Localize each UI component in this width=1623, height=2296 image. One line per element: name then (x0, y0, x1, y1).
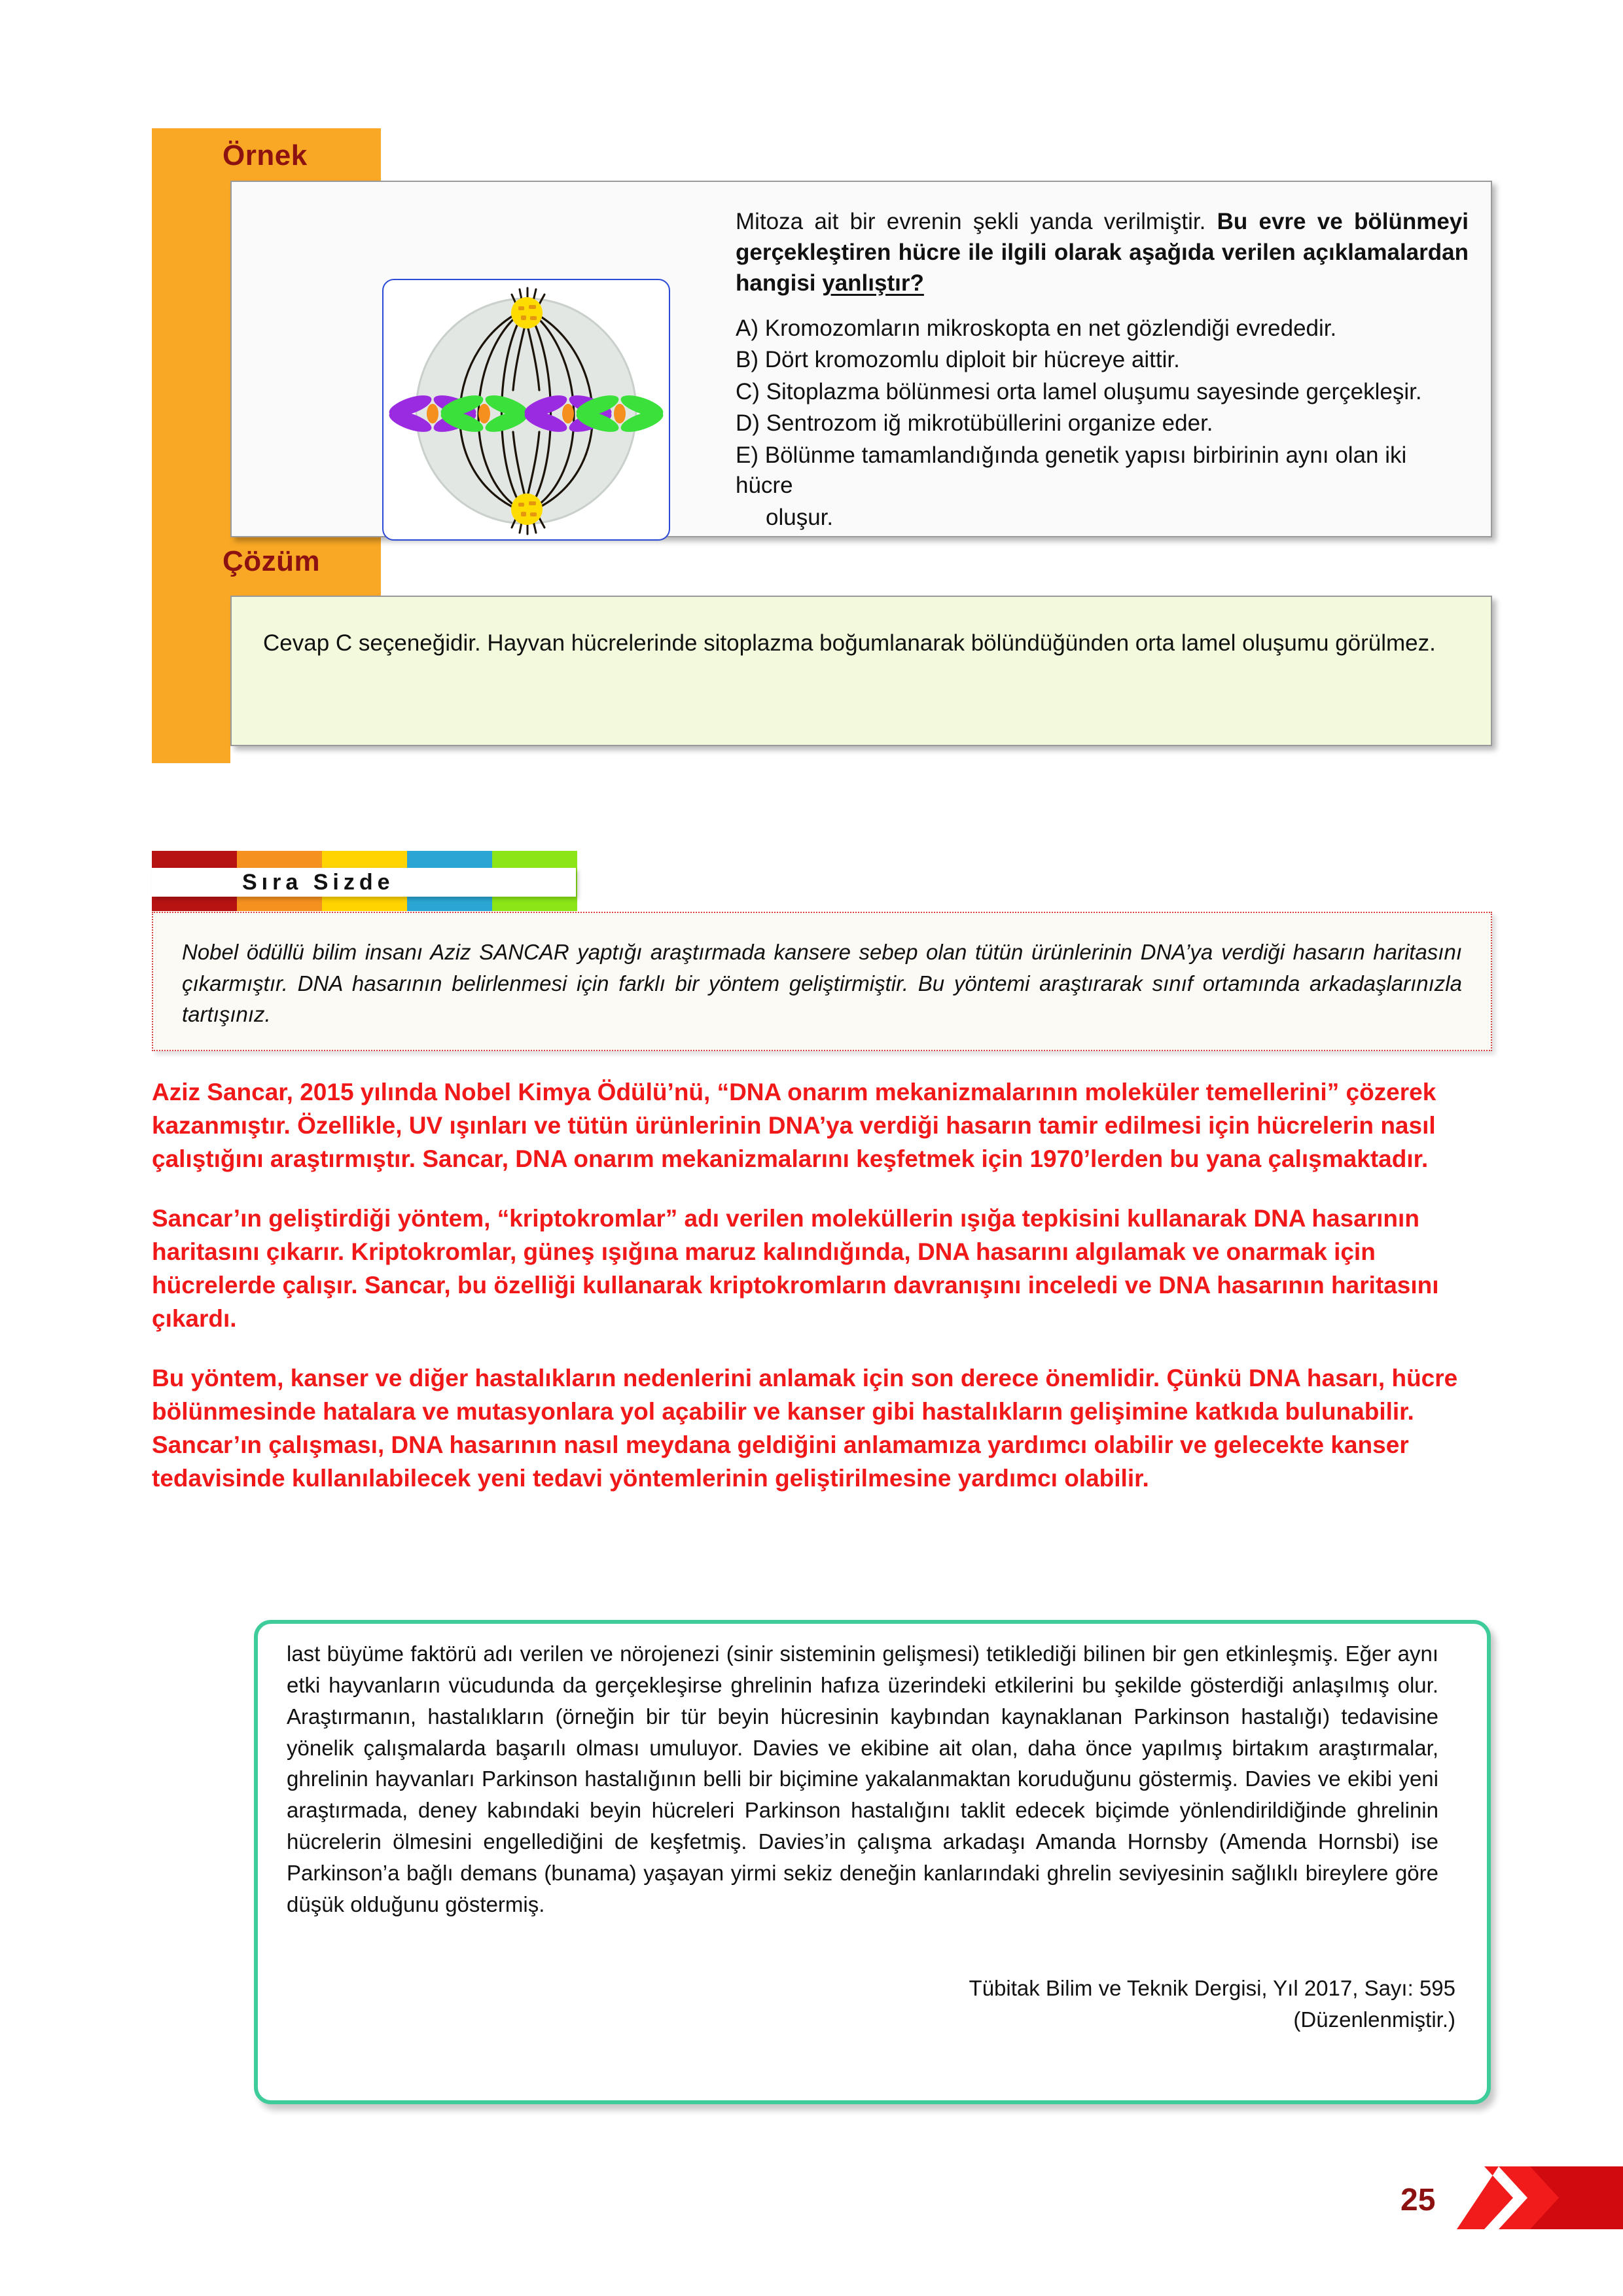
option-b (736, 345, 1469, 376)
option-a (736, 314, 1469, 344)
example-block (152, 128, 1492, 763)
sira-sizde-block (152, 851, 1492, 1495)
option-a-text: Kromozomların mikroskopta en net gözlendiği evrededir. (764, 315, 1337, 341)
red-paragraph-group (152, 1075, 1492, 1496)
article-source-line-1: Tübitak Bilim ve Teknik Dergisi, Yıl 2017, Sayı: 595 (969, 1976, 1455, 2000)
cozum-tab-label: Çözüm (223, 545, 321, 577)
question-underlined-text: yanlıştır? (822, 270, 924, 296)
question-bold-text: Bu evre ve bölünmeyi gerçekleştiren hücre ile ilgili olarak aşağıda verilen açıklamalardan hangisi (736, 209, 1469, 296)
option-b-text: Dört kromozomlu diploit bir hücreye aittir. (764, 347, 1180, 373)
solution-card (230, 596, 1492, 746)
centrosome-bottom (511, 493, 543, 525)
mitosis-metaphase-illustration (383, 280, 669, 539)
article-body: last büyüme faktörü adı verilen ve nörojenezi (sinir sisteminin gelişmesi) tetiklediği bilinen bir gen etkinleşmiş. Eğer aynı etki hayvanların vücudunda da gerçekleşirse ghrelinin hafıza üzerindeki etkilerini bu şekilde gösterdiği anlaşılmış olur. Araştırmanın, hastalıkların (örneğin bir tür beyin hücresinin kaybından kaynaklanan Parkinson hastalığı) tedavisine yönelik çalışmalarda başarılı olması umuluyor. Davies ve ekibine ait olan, daha önce yapılmış birtakım araştırmalar, ghrelinin hayvanları Parkinson hastalığının belli bir biçimine yakalanmaktan koruduğunu göstermiş. Davies ve ekibi yeni araştırmada, deney kabındaki beyin hücreleri Parkinson hastalığını taklit edecek biçimde yönlendirildiğinde ghrelinin hücrelerin ölmesini engellediğini de keşfetmiş. Davies’in çalışma arkadaşı Amanda Hornsby (Amenda Hornsbi) ise Parkinson’a bağlı demans (bunama) yaşayan yirmi sekiz deneğin kanlarındaki ghrelin seviyesinin sağlıklı bireylere göre düşük olduğunu göstermiş. (287, 1641, 1438, 1916)
article-box (254, 1620, 1491, 2104)
option-d (736, 408, 1469, 439)
sira-sizde-title: Sıra Sizde (242, 869, 395, 895)
sira-sizde-header (152, 851, 577, 911)
mitosis-diagram (382, 279, 670, 541)
option-e-label: E) (736, 442, 758, 468)
option-e-text: Bölünme tamamlandığında genetik yapısı birbirinin aynı olan iki hücre (736, 442, 1407, 499)
chevron-right-icon (1453, 2157, 1623, 2242)
option-e-continuation: oluşur. (766, 504, 834, 530)
question-intro-text: Mitoza ait bir evrenin şekli yanda verilmiştir. (736, 209, 1217, 234)
sira-sizde-note-box (152, 912, 1492, 1051)
solution-text: Cevap C seçeneğidir. Hayvan hücrelerinde sitoplazma boğumlanarak bölündüğünden orta lamel oluşumu görülmez. (263, 630, 1436, 656)
article-source-line-2: (Düzenlenmiştir.) (1293, 2007, 1455, 2032)
orange-left-frame (152, 128, 230, 763)
question-statement (736, 207, 1469, 299)
red-paragraph-1: Aziz Sancar, 2015 yılında Nobel Kimya Ödülü’nü, “DNA onarım mekanizmalarının moleküler temellerini” çözerek kazanmıştır. Özellikle, UV ışınları ve tütün ürünlerinin DNA’ya verdiği hasarın tamir edilmesi için hücrelerin nasıl çalıştığını araştırmıştır. Sancar, DNA onarım mekanizmalarını keşfetmek için 1970’lerden bu yana çalışmaktadır. (152, 1078, 1436, 1172)
option-d-label: D) (736, 410, 760, 437)
red-paragraph-2: Sancar’ın geliştirdiği yöntem, “kriptokromlar” adı verilen moleküllerin ışığa tepkisini kullanarak DNA hasarının haritasını çıkarır. Kriptokromlar, güneş ışığına maruz kalındığında, DNA hasarını algılamak ve onarmak için hücrelerde çalışır. Sancar, bu özelliği kullanarak kriptokromların davranışını inceledi ve DNA hasarının haritasını çıkardı. (152, 1204, 1439, 1332)
option-a-label: A) (736, 315, 758, 341)
question-card (230, 181, 1492, 537)
red-paragraph-3: Bu yöntem, kanser ve diğer hastalıkların nedenlerini anlamak için son derece önemlidir. Çünkü DNA hasarı, hücre bölünmesinde hatalara ve mutasyonlara yol açabilir ve kanser gibi hastalıkların gelişimine katkıda bulunabilir. Sancar’ın çalışması, DNA hasarının nasıl meydana geldiğini anlamamıza yardımcı olabilir ve gelecekte kanser tedavisinde kullanılabilecek yeni tedavi yöntemlerinin geliştirilmesine yardımcı olabilir. (152, 1364, 1458, 1492)
option-c-text: Sitoplazma bölünmesi orta lamel oluşumu sayesinde gerçekleşir. (766, 378, 1422, 404)
option-e (736, 440, 1469, 501)
option-d-text: Sentrozom iğ mikrotübüllerini organize eder. (766, 410, 1213, 437)
option-c (736, 377, 1469, 408)
option-c-label: C) (736, 378, 760, 404)
sira-sizde-title-bar (152, 868, 576, 897)
options-list (736, 314, 1469, 533)
ornek-tab-label: Örnek (223, 139, 308, 171)
article-source (736, 1973, 1455, 2036)
page-footer (1394, 2157, 1623, 2242)
sira-sizde-note-text: Nobel ödüllü bilim insanı Aziz SANCAR yaptığı araştırmada kansere sebep olan tütün ürünlerinin DNA’ya verdiği hasarın haritasını çıkarmıştır. DNA hasarının belirlenmesi için farklı bir yöntem geliştirmiştir. Bu yöntemi araştırarak sınıf ortamında arkadaşlarınızla tartışınız. (182, 940, 1462, 1027)
question-text (736, 207, 1469, 535)
option-b-label: B) (736, 347, 758, 373)
centrosome-top (511, 297, 543, 329)
page-number: 25 (1400, 2183, 1436, 2217)
